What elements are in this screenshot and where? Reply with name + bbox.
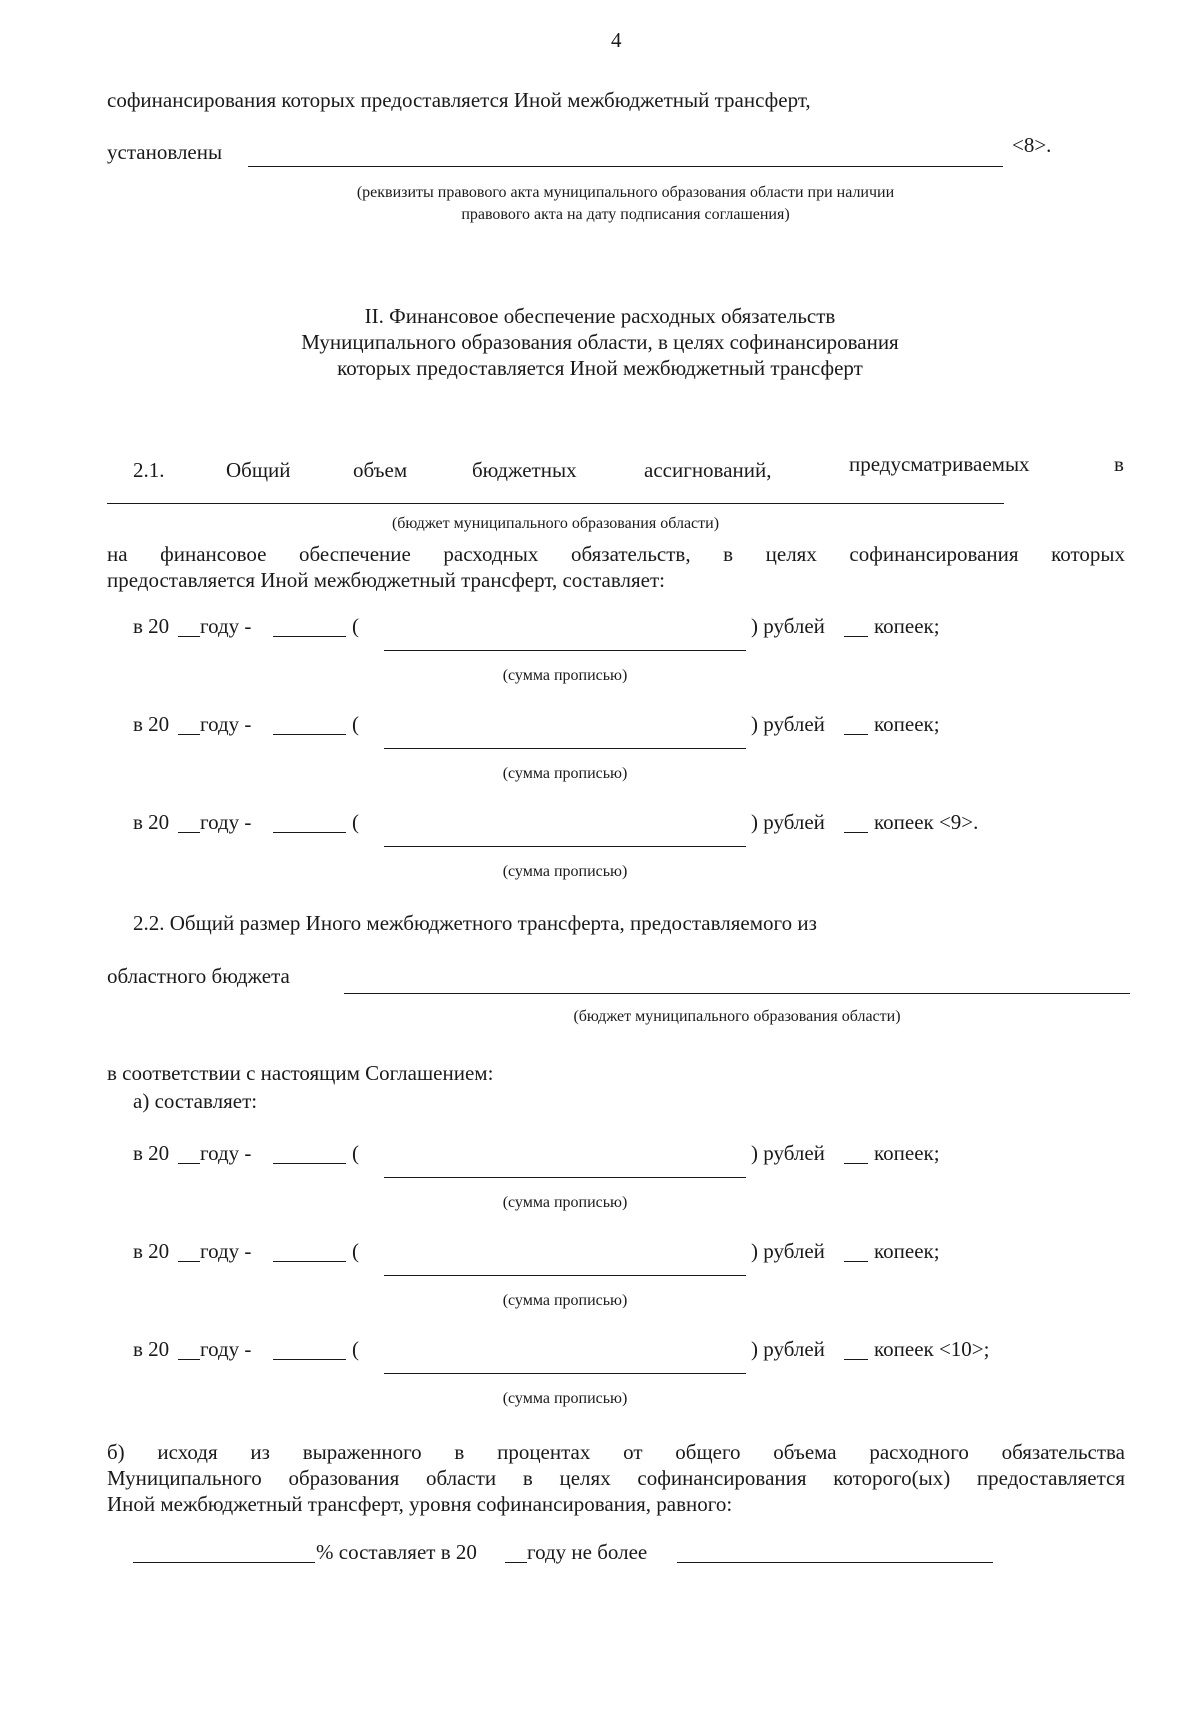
year-suffix: году - [200,1337,252,1361]
rubles-label: ) рублей [751,810,825,834]
municipal-budget-caption: (бюджет муниципального образования области) [391,515,720,532]
p21-word: предусматриваемых [849,452,1030,476]
subitem-b-line: б) исходя из выраженного в процентах от общего объема расходного обязательства [107,1440,1125,1464]
open-paren: ( [352,1141,359,1165]
section-heading-1: II. Финансовое обеспечение расходных обязательств [364,304,836,328]
budget-caption: (бюджет муниципального образования области) [573,1008,901,1025]
amount-words-input[interactable] [384,1275,746,1276]
p22-text-line: 2.2. Общий размер Иного межбюджетного трансферта, предоставляемого из [133,911,817,935]
year-prefix: в 20 [133,810,170,834]
year-prefix: в 20 [133,1239,170,1263]
p21-word: в [1114,452,1124,476]
amount-number-input[interactable] [273,1359,346,1360]
year-prefix: в 20 [133,614,170,638]
amount-words-input[interactable] [384,1177,746,1178]
p21-text-line: на финансовое обеспечение расходных обязательств, в целях софинансирования которых [107,542,1125,566]
footnote-ref-8: <8>. [1012,133,1052,157]
legal-act-caption-2: правового акта на дату подписания соглашения) [461,206,790,223]
subitem-a: а) составляет: [133,1089,258,1113]
kopecks-input[interactable] [844,1163,868,1164]
amount-words-input[interactable] [384,846,746,847]
year-suffix: году - [200,1141,252,1165]
year-suffix: году - [200,1239,252,1263]
rubles-label: ) рублей [751,1337,825,1361]
year-prefix: в 20 [133,1141,170,1165]
kopecks-label: копеек <9>. [874,810,979,834]
amount-words-input[interactable] [384,650,746,651]
kopecks-input[interactable] [844,734,868,735]
max-amount-input[interactable] [677,1562,993,1563]
sum-in-words-caption: (сумма прописью) [502,863,628,880]
open-paren: ( [352,614,359,638]
subitem-b-line: Иной межбюджетный трансферт, уровня софинансирования, равного: [107,1492,733,1516]
p21-word: ассигнований, [644,458,772,482]
p22-text-line: в соответствии с настоящим Соглашением: [107,1061,494,1085]
year-input[interactable] [178,636,200,637]
year-input[interactable] [178,1163,200,1164]
amount-words-input[interactable] [384,748,746,749]
sum-in-words-caption: (сумма прописью) [502,1390,628,1407]
sum-in-words-caption: (сумма прописью) [502,1292,628,1309]
regional-budget-label: областного бюджета [107,964,290,988]
intro-line: софинансирования которых предоставляется Иной межбюджетный трансферт, [107,88,811,112]
kopecks-input[interactable] [844,1359,868,1360]
amount-number-input[interactable] [273,1261,346,1262]
year-input[interactable] [178,1359,200,1360]
year-prefix: в 20 [133,1337,170,1361]
open-paren: ( [352,810,359,834]
kopecks-input[interactable] [844,1261,868,1262]
sum-in-words-caption: (сумма прописью) [502,1194,628,1211]
p21-word: бюджетных [472,458,577,482]
sum-in-words-caption: (сумма прописью) [502,765,628,782]
p21-word: объем [353,458,408,482]
kopecks-input[interactable] [844,636,868,637]
sum-in-words-caption: (сумма прописью) [502,667,628,684]
open-paren: ( [352,712,359,736]
section-heading-3: которых предоставляется Иной межбюджетный трансферт [337,356,863,380]
kopecks-label: копеек <10>; [874,1337,990,1361]
p21-text-line: предоставляется Иной межбюджетный трансферт, составляет: [107,568,665,592]
percent-tail-text: году не более [527,1540,648,1564]
kopecks-label: копеек; [874,1239,940,1263]
rubles-label: ) рублей [751,614,825,638]
percent-input[interactable] [133,1562,315,1563]
year-input[interactable] [178,832,200,833]
budget-input-line[interactable] [344,993,1130,994]
rubles-label: ) рублей [751,1239,825,1263]
amount-words-input[interactable] [384,1373,746,1374]
open-paren: ( [352,1337,359,1361]
established-label: установлены [107,140,223,164]
rubles-label: ) рублей [751,712,825,736]
municipal-budget-input-line[interactable] [107,503,1004,504]
subitem-b-line: Муниципального образования области в целях софинансирования которого(ых) предоставляется [107,1466,1125,1490]
year-input[interactable] [178,734,200,735]
year-input[interactable] [178,1261,200,1262]
percent-text: % составляет в 20 [316,1540,477,1564]
amount-number-input[interactable] [273,734,346,735]
p21-number: 2.1. [133,458,165,482]
section-heading-2: Муниципального образования области, в целях софинансирования [301,330,899,354]
year-suffix: году - [200,810,252,834]
open-paren: ( [352,1239,359,1263]
p21-word: Общий [226,458,291,482]
amount-number-input[interactable] [273,636,346,637]
amount-number-input[interactable] [273,1163,346,1164]
year-suffix: году - [200,712,252,736]
kopecks-label: копеек; [874,1141,940,1165]
kopecks-label: копеек; [874,712,940,736]
legal-act-caption-1: (реквизиты правового акта муниципального образования области при наличии [356,184,895,201]
kopecks-label: копеек; [874,614,940,638]
year-prefix: в 20 [133,712,170,736]
amount-number-input[interactable] [273,832,346,833]
legal-act-input-line[interactable] [248,166,1003,167]
year-suffix: году - [200,614,252,638]
kopecks-input[interactable] [844,832,868,833]
rubles-label: ) рублей [751,1141,825,1165]
percent-year-input[interactable] [505,1562,527,1563]
page-number: 4 [611,28,622,52]
